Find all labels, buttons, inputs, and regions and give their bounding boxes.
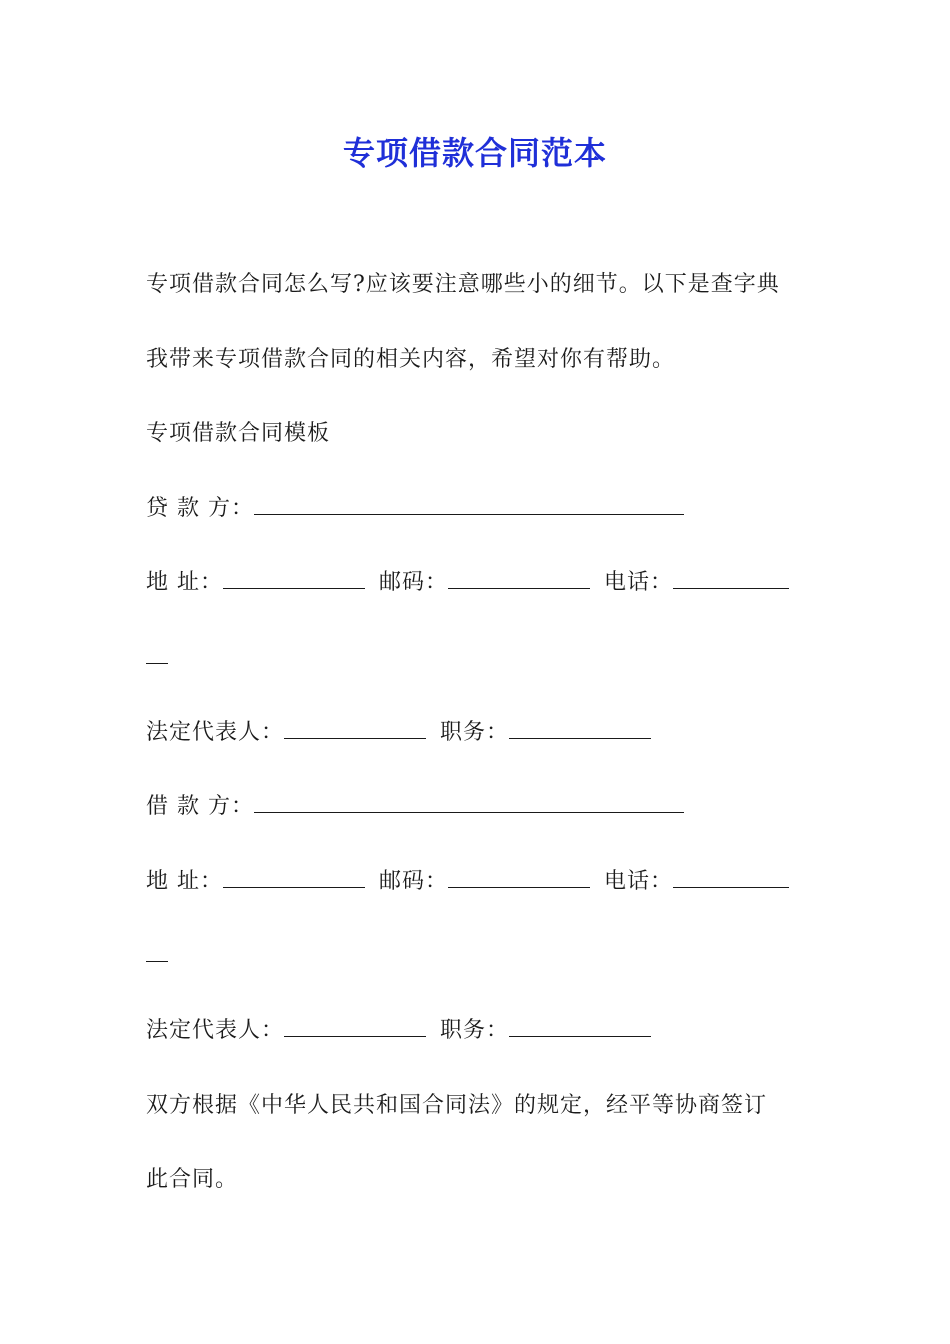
lender-label: 贷 款 方： <box>146 496 254 521</box>
lender-row <box>146 494 684 524</box>
lender-representative-blank[interactable] <box>284 718 426 739</box>
lender-phone-label: 电话： <box>604 570 674 595</box>
lender-phone-blank-wrap <box>146 643 168 673</box>
closing-paragraph-line-1: 双方根据《中华人民共和国合同法》的规定，经平等协商签订 <box>146 1093 768 1118</box>
borrower-label: 借 款 方： <box>146 794 254 819</box>
borrower-address-blank[interactable] <box>223 867 365 888</box>
borrower-position-label: 职务： <box>440 1018 510 1043</box>
intro-paragraph-line-2: 我带来专项借款合同的相关内容，希望对你有帮助。 <box>146 347 676 372</box>
borrower-phone-label: 电话： <box>604 869 674 894</box>
borrower-postcode-label: 邮码： <box>379 869 449 894</box>
lender-postcode-blank[interactable] <box>448 568 590 589</box>
lender-address-blank[interactable] <box>223 568 365 589</box>
lender-address-label: 地 址： <box>146 570 223 595</box>
borrower-representative-row <box>146 1016 651 1046</box>
lender-representative-label: 法定代表人： <box>146 720 285 745</box>
template-heading: 专项借款合同模板 <box>146 421 331 446</box>
lender-representative-row <box>146 718 651 748</box>
lender-position-label: 职务： <box>440 720 510 745</box>
intro-paragraph-line-1: 专项借款合同怎么写?应该要注意哪些小的细节。以下是查字典 <box>146 272 780 297</box>
document-title: 专项借款合同范本 <box>342 134 607 172</box>
lender-phone-blank[interactable] <box>673 568 789 589</box>
borrower-representative-blank[interactable] <box>284 1016 426 1037</box>
lender-postcode-label: 邮码： <box>379 570 449 595</box>
borrower-phone-blank-wrap <box>146 941 168 971</box>
borrower-representative-label: 法定代表人： <box>146 1018 285 1043</box>
borrower-blank[interactable] <box>254 792 684 813</box>
borrower-position-blank[interactable] <box>509 1016 651 1037</box>
borrower-phone-blank-continued[interactable] <box>146 941 168 962</box>
lender-blank[interactable] <box>254 494 684 515</box>
borrower-postcode-blank[interactable] <box>448 867 590 888</box>
closing-paragraph-line-2: 此合同。 <box>146 1167 239 1192</box>
lender-phone-blank-continued[interactable] <box>146 643 168 664</box>
lender-position-blank[interactable] <box>509 718 651 739</box>
borrower-contact-row <box>146 867 789 897</box>
borrower-phone-blank[interactable] <box>673 867 789 888</box>
lender-contact-row <box>146 568 789 598</box>
borrower-row <box>146 792 684 822</box>
borrower-address-label: 地 址： <box>146 869 223 894</box>
